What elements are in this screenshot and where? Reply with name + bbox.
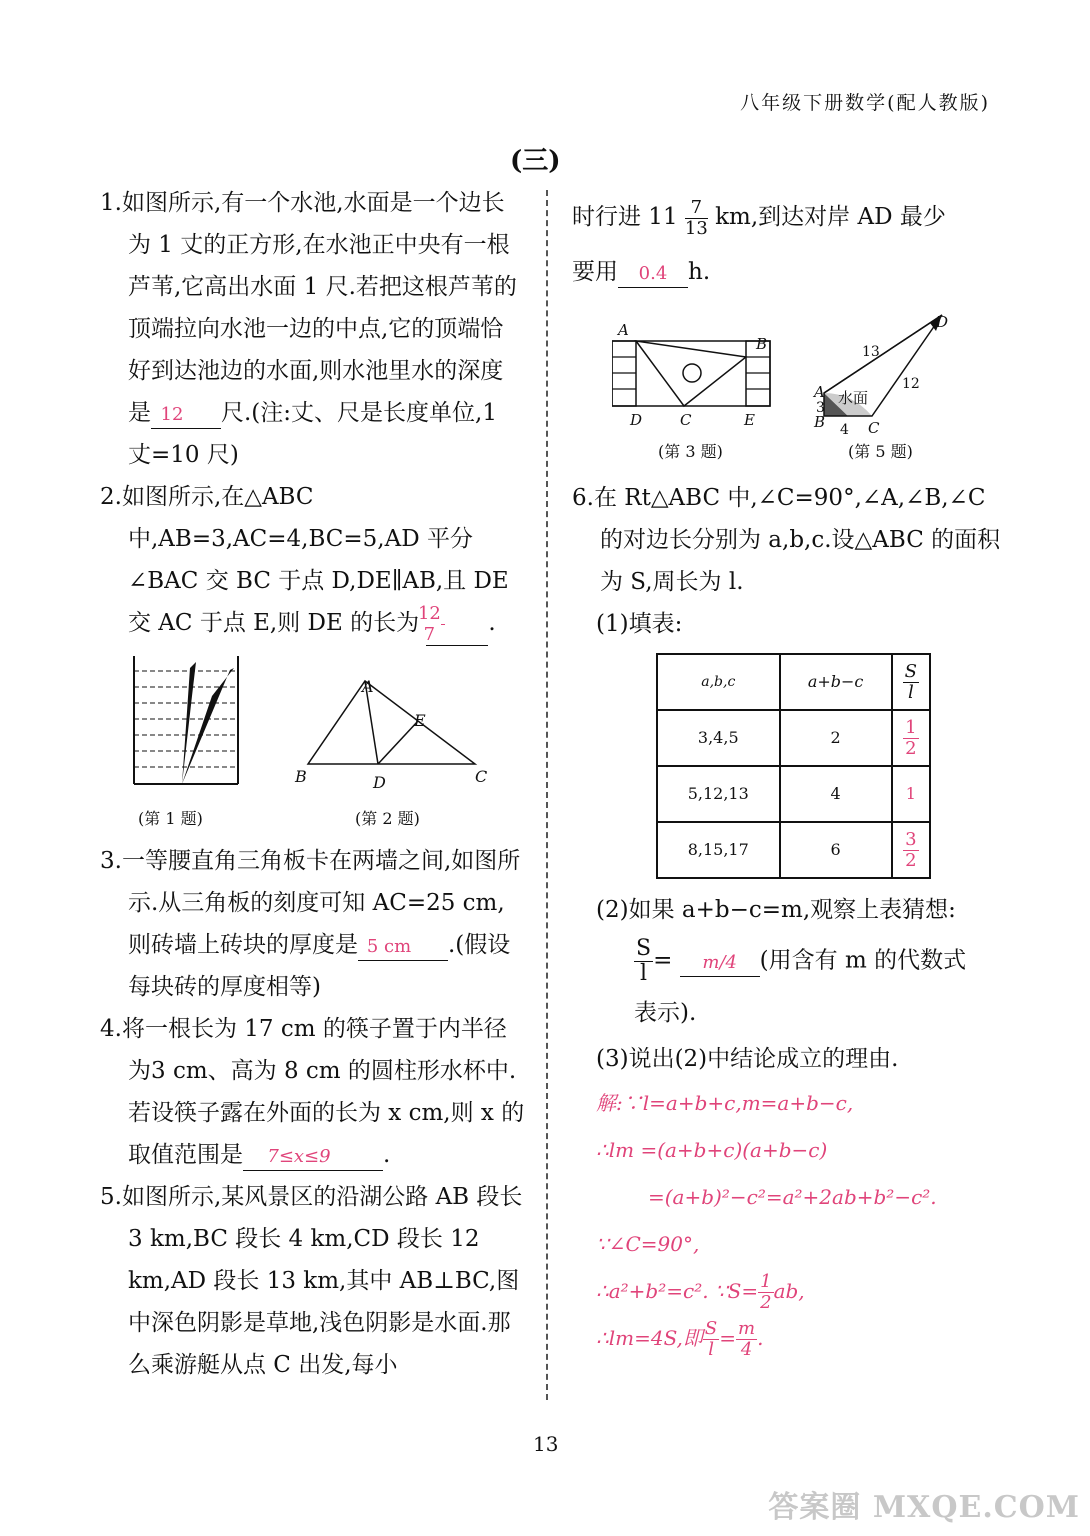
fig2-label-c: C (475, 766, 488, 786)
q3-answer: 5 cm (358, 934, 448, 961)
figure-3-brick-triangle (612, 331, 772, 411)
q5-answer: 0.4 (618, 261, 688, 288)
table-cell: 3,4,5 (657, 710, 780, 766)
q6-part-2: (2)如果 a+b−c=m,观察上表猜想: (596, 897, 956, 923)
figures-1-2 (100, 656, 525, 836)
left-column (100, 182, 525, 1386)
figure-1-caption: (第 1 题) (138, 808, 203, 828)
table-header: a+b−c (780, 654, 892, 710)
table-cell: 5,12,13 (657, 766, 780, 822)
fig5-label-c: C (868, 419, 880, 437)
solution-line: =(a+b)²−c²=a²+2ab+b²−c². (648, 1185, 937, 1209)
q6-part-3: (3)说出(2)中结论成立的理由. (596, 1046, 899, 1072)
solution-line: ∴lm =(a+b+c)(a+b−c) (596, 1138, 828, 1162)
fig5-label-d: D (936, 313, 949, 331)
solution-line: ∴lm=4S,即 $\frac{S}{l}$ = $\frac{m}{4}$ . (596, 1318, 764, 1360)
table-cell: 2 (780, 710, 892, 766)
watermark: 答案圈 MXQE.COM (768, 1490, 1080, 1525)
fig3-label-e: E (744, 411, 755, 429)
question-5-continued: 时行进 11 $\frac{7}{13}$ km,到达对岸 AD 最少 (572, 196, 946, 239)
question-6: 6.在 Rt△ABC 中,∠C=90°,∠A,∠B,∠C 的对边长分别为 a,b,c.设△ABC 的面积为 S,周长为 l. (572, 485, 1001, 595)
figure-2-triangle (290, 666, 500, 786)
fig2-label-a: A (362, 676, 374, 696)
fig3-label-a: A (618, 321, 629, 339)
table-cell: 4 (780, 766, 892, 822)
fig2-label-b: B (295, 766, 307, 786)
figure-1-brick-wall (132, 656, 242, 786)
table-header: a,b,c (657, 654, 780, 710)
figures-3-5 (572, 313, 1002, 463)
q6-part-2-tail: 表示). (634, 1000, 697, 1026)
table-cell: 8,15,17 (657, 822, 780, 878)
question-1: 1.如图所示,有一个水池,水面是一个边长为 1 丈的正方形,在水池正中央有一根芦苇,它高出水面 1 尺.若把这根芦苇的顶端拉向水池一边的中点,它的顶端恰好到达池边的水面,则水池里水的深度是 12 尺.(注:丈、尺是长度单位,1 丈=10 尺) (100, 190, 517, 468)
fig5-water-label: 水面 (838, 389, 869, 407)
figure-5-lake (812, 313, 952, 433)
q1-answer: 12 (151, 402, 221, 429)
question-5: 5.如图所示,某风景区的沿湖公路 AB 段长 3 km,BC 段长 4 km,CD 段长 12 km,AD 段长 13 km,其中 AB⊥BC,图中深色阴影是草地,浅色阴影是水面.那么乘游艇从点 C 出发,每小 (100, 1183, 523, 1378)
solution (596, 1080, 937, 1362)
q6-table (656, 653, 931, 879)
table-cell-answer: 1 (892, 766, 930, 822)
fig5-side-3: 3 (816, 400, 825, 416)
table-cell: 6 (780, 822, 892, 878)
page-number: 13 (533, 1432, 559, 1456)
q6-part-1: (1)填表: (596, 611, 683, 637)
table-header: $\frac{S}{l}$ (892, 654, 930, 710)
solution-line: 解:∵l=a+b+c,m=a+b−c, (596, 1091, 854, 1115)
table-cell-answer: $\frac{3}{2}$ (892, 822, 930, 878)
fig5-side-12: 12 (902, 376, 920, 392)
figure-2-caption: (第 2 题) (355, 808, 420, 828)
table-row (657, 710, 930, 766)
question-5-answer-line: 要用 0.4 h. (572, 251, 1002, 293)
q2-answer: $\frac{12}{7}$ (426, 602, 488, 646)
right-column (572, 195, 1002, 1080)
q6-part-2-answer-line: $\frac{S}{l}$ = m/4 (用含有 m 的代数式 (636, 936, 967, 986)
fig5-label-b: B (814, 413, 826, 431)
solution-line: ∴a²+b²=c². ∵S= $\frac{1}{2}$ ab, (596, 1271, 805, 1313)
fig3-label-c: C (680, 411, 692, 429)
question-2: 2.如图所示,在△ABC 中,AB=3,AC=4,BC=5,AD 平分∠BAC 交 BC 于点 D,DE∥AB,且 DE 交 AC 于点 E,则 DE 的长为 $\frac{12}{7}$ . (100, 484, 509, 645)
fig2-label-d: D (373, 772, 386, 792)
question-4: 4.将一根长为 17 cm 的筷子置于内半径为3 cm、高为 8 cm 的圆柱形水杯中.若设筷子露在外面的长为 x cm,则 x 的取值范围是 7≤x≤9 . (100, 1008, 525, 1176)
fig3-label-b: B (756, 335, 768, 353)
fig2-label-e: E (414, 710, 426, 730)
table-row (657, 822, 930, 878)
fig5-side-13: 13 (862, 344, 880, 360)
figure-5-caption: (第 5 题) (848, 442, 913, 461)
table-header-row (657, 654, 930, 710)
q6-answer: m/4 (680, 950, 760, 977)
running-header: 八年级下册数学(配人教版) (740, 92, 990, 114)
fig5-side-4: 4 (840, 422, 849, 438)
solution-line: ∵∠C=90°, (596, 1232, 700, 1256)
fig3-label-d: D (630, 411, 643, 429)
table-row (657, 766, 930, 822)
figure-3-caption: (第 3 题) (658, 442, 723, 461)
question-3: 3.一等腰直角三角板卡在两墙之间,如图所示.从三角板的刻度可知 AC=25 cm,则砖墙上砖块的厚度是 5 cm .(假设每块砖的厚度相等) (100, 847, 521, 1000)
section-title: (三) (510, 146, 561, 176)
fig5-label-a: A (814, 383, 825, 401)
table-cell-answer: $\frac{1}{2}$ (892, 710, 930, 766)
column-divider (546, 190, 548, 1400)
q4-answer: 7≤x≤9 (243, 1144, 383, 1171)
